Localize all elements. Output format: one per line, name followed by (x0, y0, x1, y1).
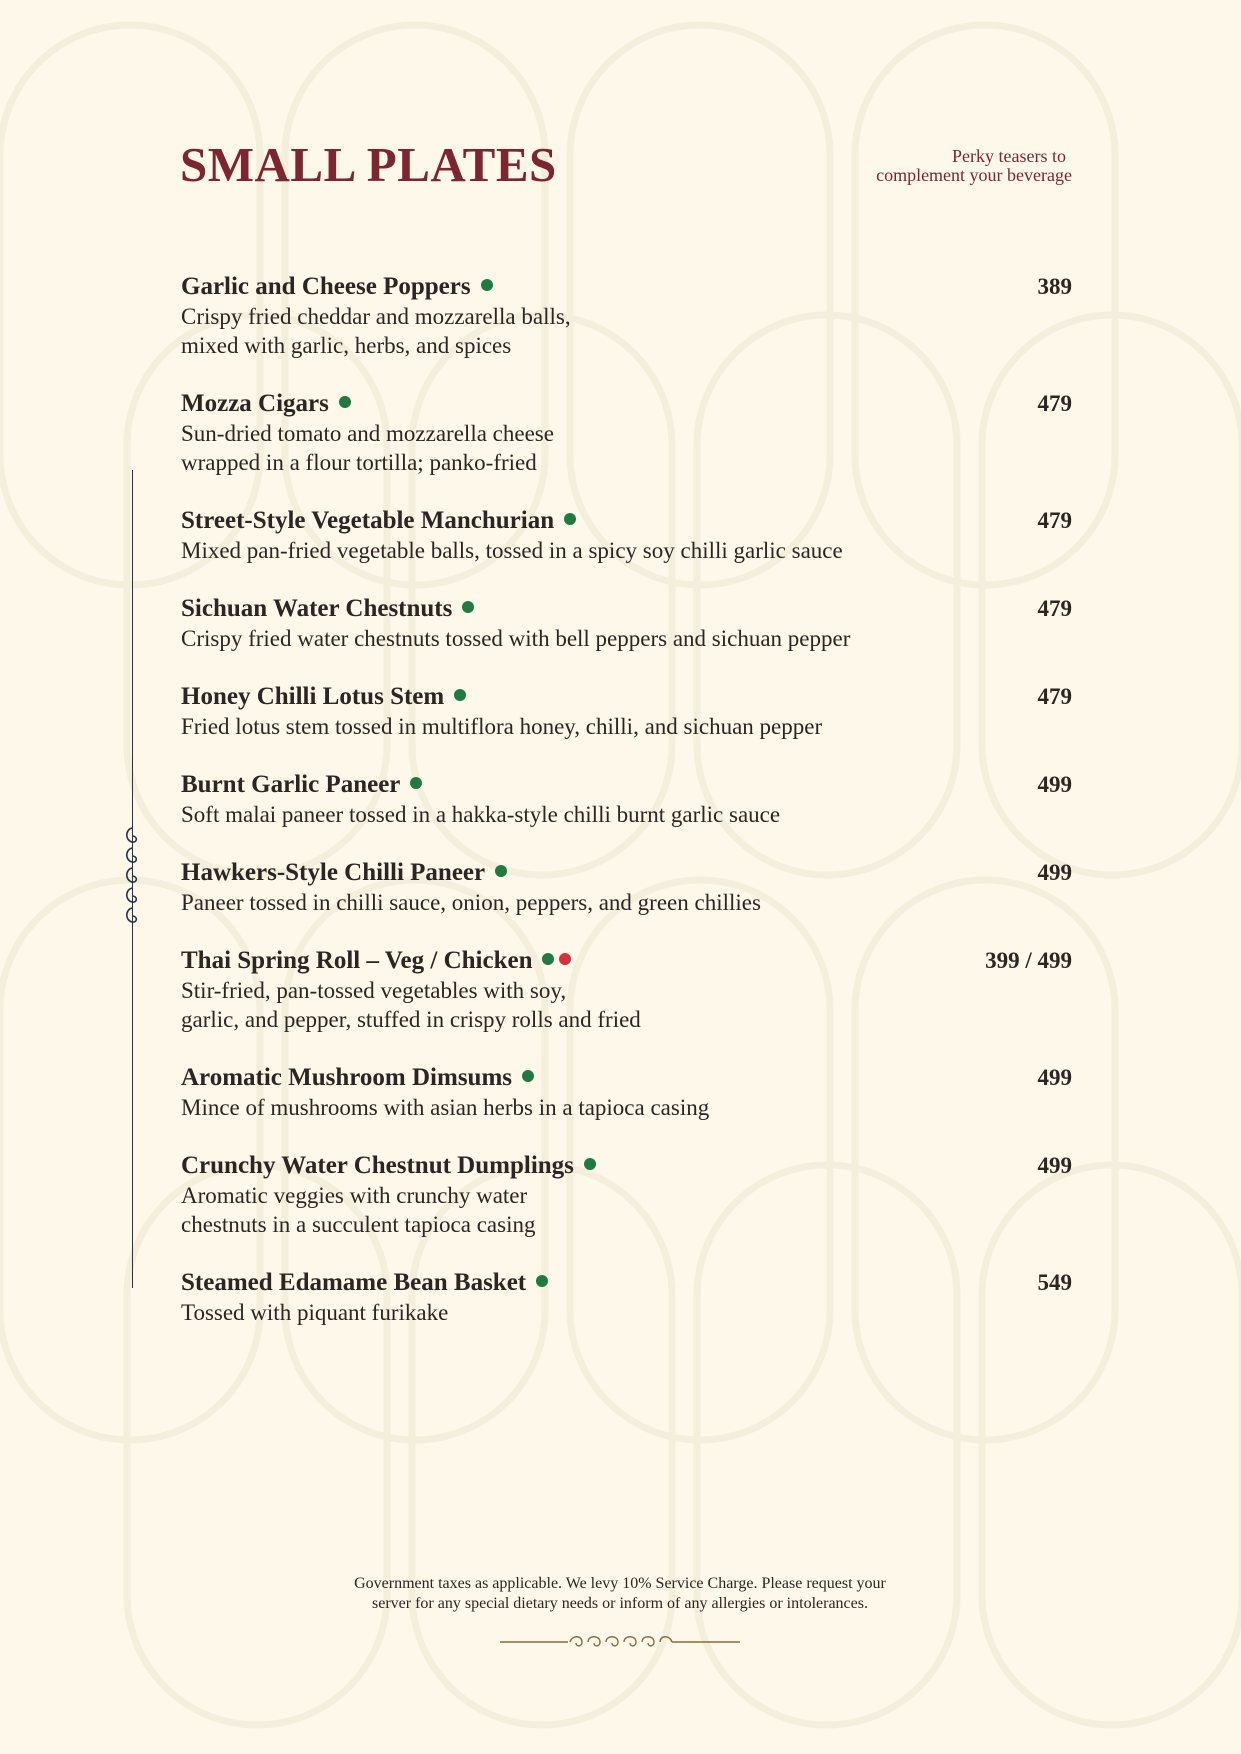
veg-indicator-icon (522, 1070, 534, 1082)
menu-item (181, 946, 1072, 1034)
veg-indicator-icon (584, 1158, 596, 1170)
veg-indicator-icon (495, 865, 507, 877)
page-title: SMALL PLATES (180, 137, 557, 192)
item-price: 479 (1037, 684, 1072, 709)
item-price: 479 (1037, 596, 1072, 621)
item-name: Thai Spring Roll – Veg / Chicken (181, 947, 533, 974)
veg-indicator-icon (536, 1275, 548, 1287)
footer-line-2: server for any special dietary needs or inform of any allergies or intolerances. (372, 1595, 868, 1612)
item-price: 499 (1037, 1065, 1072, 1090)
tagline-line-1: Perky teasers to (952, 146, 1066, 166)
menu-item (181, 858, 1072, 917)
menu-item (181, 272, 1072, 360)
item-description: Stir-fried, pan-tossed vegetables with soy, garlic, and pepper, stuffed in crispy rolls and fried (181, 978, 641, 1032)
item-price: 479 (1037, 391, 1072, 416)
menu-item (181, 682, 1072, 741)
veg-indicator-icon (462, 601, 474, 613)
item-name: Sichuan Water Chestnuts (181, 595, 453, 622)
menu-item (181, 389, 1072, 477)
veg-indicator-icon (410, 777, 422, 789)
item-description: Tossed with piquant furikake (181, 1300, 449, 1325)
non-veg-indicator-icon (559, 953, 571, 965)
item-name: Crunchy Water Chestnut Dumplings (181, 1152, 574, 1179)
menu-list (181, 272, 1072, 1356)
menu-item (181, 1268, 1072, 1327)
item-description: Crispy fried cheddar and mozzarella balls, mixed with garlic, herbs, and spices (181, 304, 571, 358)
item-price: 549 (1037, 1270, 1072, 1295)
item-description: Paneer tossed in chilli sauce, onion, peppers, and green chillies (181, 890, 761, 915)
veg-indicator-icon (481, 279, 493, 291)
menu-item (181, 594, 1072, 653)
veg-indicator-icon (339, 396, 351, 408)
item-price: 499 (1037, 1153, 1072, 1178)
menu-item (181, 506, 1072, 565)
footer-line-1: Government taxes as applicable. We levy 10% Service Charge. Please request your (354, 1575, 886, 1592)
item-name: Hawkers-Style Chilli Paneer (181, 859, 486, 886)
veg-indicator-icon (454, 689, 466, 701)
item-price: 389 (1037, 274, 1072, 299)
item-name: Mozza Cigars (181, 390, 329, 417)
item-name: Steamed Edamame Bean Basket (181, 1269, 527, 1296)
item-name: Garlic and Cheese Poppers (181, 273, 471, 300)
tagline-line-2: complement your beverage (876, 165, 1072, 185)
scroll-ornament-icon (121, 826, 143, 930)
item-name: Burnt Garlic Paneer (181, 771, 401, 798)
tagline (772, 147, 1072, 185)
item-name: Honey Chilli Lotus Stem (181, 683, 445, 710)
item-description: Aromatic veggies with crunchy water chestnuts in a succulent tapioca casing (181, 1183, 536, 1237)
item-price: 399 / 499 (985, 948, 1072, 973)
item-description: Soft malai paneer tossed in a hakka-style chilli burnt garlic sauce (181, 802, 781, 827)
item-description: Sun-dried tomato and mozzarella cheese wrapped in a flour tortilla; panko-fried (181, 421, 554, 475)
item-name: Aromatic Mushroom Dimsums (181, 1064, 513, 1091)
item-description: Mince of mushrooms with asian herbs in a tapioca casing (181, 1095, 710, 1120)
footer-ornament-icon (500, 1632, 740, 1652)
item-price: 479 (1037, 508, 1072, 533)
item-description: Crispy fried water chestnuts tossed with bell peppers and sichuan pepper (181, 626, 851, 651)
item-name: Street-Style Vegetable Manchurian (181, 507, 555, 534)
footer-note (300, 1574, 940, 1614)
veg-indicator-icon (564, 513, 576, 525)
menu-item (181, 1151, 1072, 1239)
item-price: 499 (1037, 860, 1072, 885)
veg-indicator-icon (542, 953, 554, 965)
item-description: Fried lotus stem tossed in multiflora honey, chilli, and sichuan pepper (181, 714, 823, 739)
item-price: 499 (1037, 772, 1072, 797)
menu-item (181, 1063, 1072, 1122)
menu-item (181, 770, 1072, 829)
item-description: Mixed pan-fried vegetable balls, tossed in a spicy soy chilli garlic sauce (181, 538, 843, 563)
